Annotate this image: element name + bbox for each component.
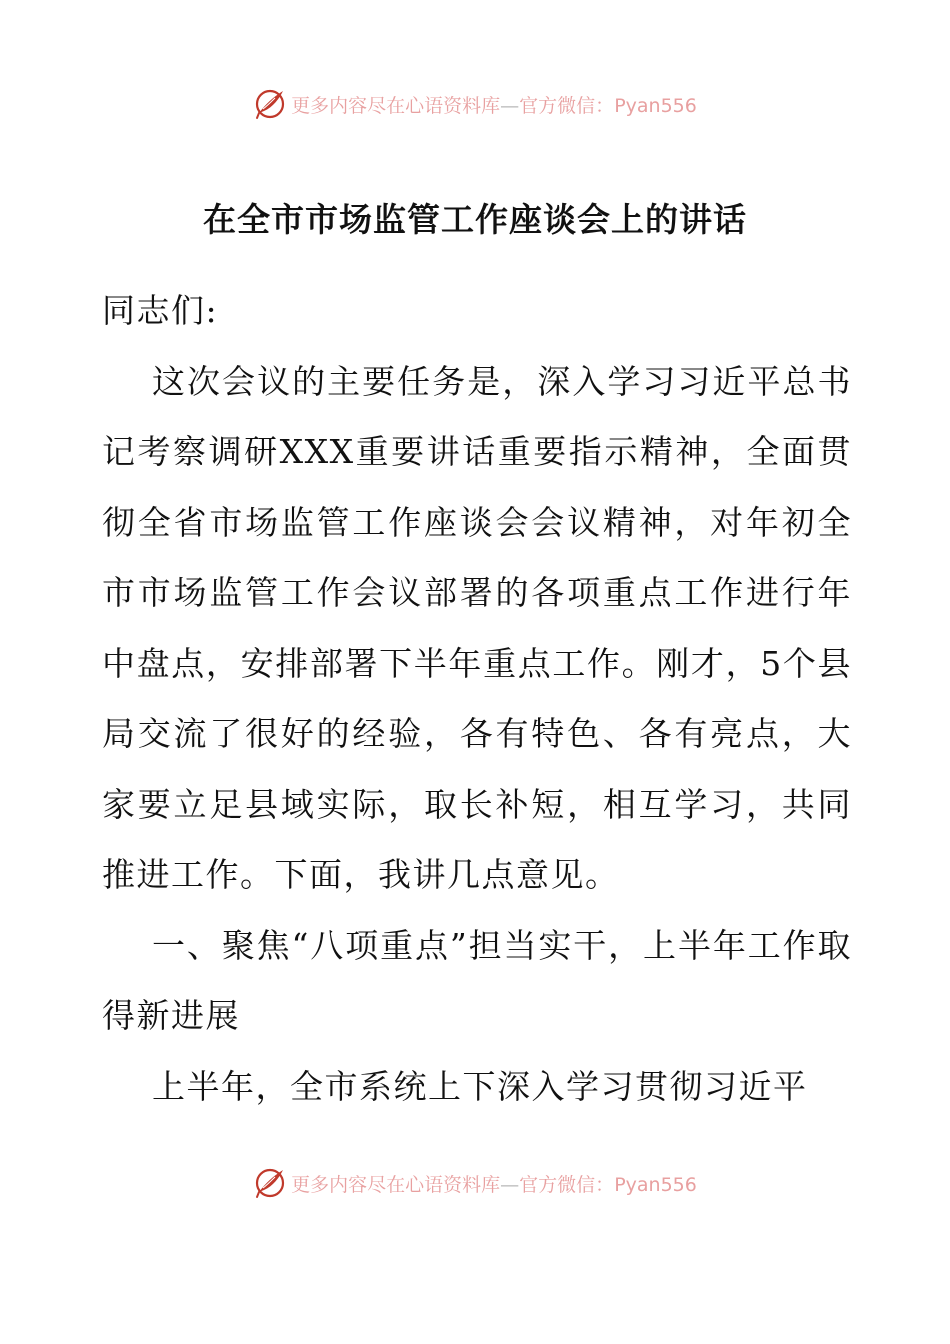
paragraph-intro: 这次会议的主要任务是，深入学习习近平总书记考察调研XXX重要讲话重要指示精神，全面贯彻全省市场监管工作座谈会会议精神，对年初全市市场监管工作会议部署的各项重点工作进行年中盘点，安排部署下半年重点工作。刚才，5个县局交流了很好的经验，各有特色、各有亮点，大家要立足县域实际，取长补短，相互学习，共同推进工作。下面，我讲几点意见。 <box>102 361 852 894</box>
watermark-separator: — <box>500 1173 520 1196</box>
paragraph-section-1: 上半年，全市系统上下深入学习贯彻习近平 <box>152 1066 808 1106</box>
watermark-separator: — <box>500 94 520 117</box>
quill-logo-icon <box>253 1166 287 1200</box>
watermark-id: Pyan556 <box>614 94 697 117</box>
watermark-label: 官方微信： <box>519 1173 615 1196</box>
salutation: 同志们: <box>102 291 219 330</box>
header-watermark <box>0 84 950 124</box>
watermark-id: Pyan556 <box>614 1173 697 1196</box>
watermark-text <box>291 1170 697 1197</box>
document-title: 在全市市场监管工作座谈会上的讲话 <box>203 200 747 239</box>
watermark-main-text: 更多内容尽在心语资料库 <box>291 94 501 117</box>
section-heading-1: 一、聚焦“八项重点”担当实干，上半年工作取得新进展 <box>102 925 852 1035</box>
quill-logo-icon <box>253 87 287 121</box>
watermark-text <box>291 91 697 118</box>
watermark-label: 官方微信： <box>519 94 615 117</box>
document-body <box>102 276 852 1122</box>
footer-watermark <box>0 1163 950 1203</box>
watermark-main-text: 更多内容尽在心语资料库 <box>291 1173 501 1196</box>
